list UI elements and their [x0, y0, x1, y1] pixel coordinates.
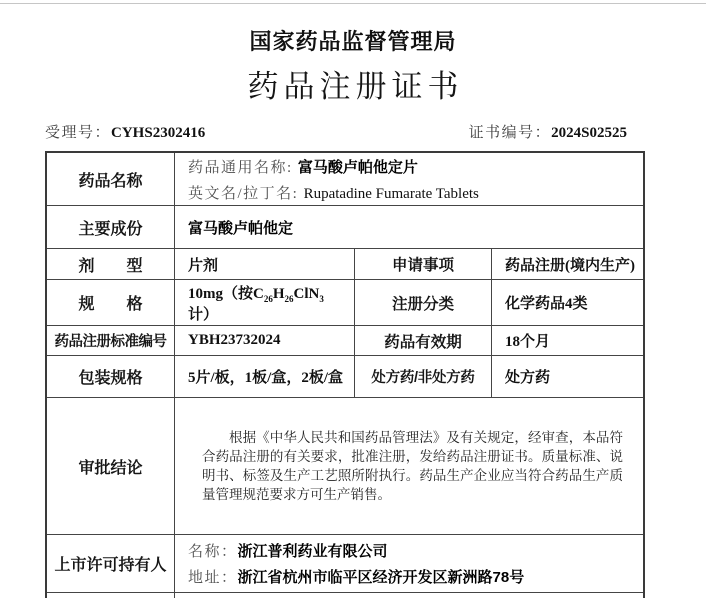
- packaging-text: 5片/板，1板/盒，2板/盒: [188, 370, 344, 386]
- row-ingredients: [47, 206, 643, 249]
- row-holder: [47, 535, 643, 593]
- meta-row: [45, 121, 645, 142]
- row-drug-name: [47, 153, 643, 206]
- holder-cell: [175, 535, 643, 592]
- std-no-value: [175, 326, 355, 355]
- validity-value: [492, 326, 643, 355]
- validity-text: 18个月: [505, 334, 551, 350]
- row-packaging-rx: [47, 356, 643, 398]
- spec-text: 10mg（按$C_{26}H_{26}ClN_3$计）: [188, 285, 324, 323]
- application-value: [492, 249, 643, 279]
- partial-row-value-cell: [175, 593, 643, 598]
- rx-label: 处方药/非处方药: [355, 356, 492, 397]
- drug-name-label: 药品名称: [47, 153, 175, 205]
- dosage-form-value: [175, 249, 355, 279]
- rx-text: 处方药: [505, 370, 551, 386]
- acceptance-number: [45, 121, 205, 142]
- conclusion-paragraph: 根据《中华人民共和国药品管理法》及有关规定，经审查，本品符合药品注册的有关要求，批准注册，发给药品注册证书。质量标准、说明书、标签及生产工艺照所附执行。药品生产企业应当符合药品生产质量管理规范要求方可生产销售。: [202, 430, 623, 502]
- ingredients-value: [175, 206, 643, 248]
- english-name-line: [188, 182, 479, 203]
- top-divider-line: [0, 3, 706, 4]
- holder-addr-value: 浙江省杭州市临平区经济开发区新洲路78号: [237, 569, 525, 586]
- generic-name-value: 富马酸卢帕他定片: [297, 158, 418, 176]
- conclusion-cell: [175, 398, 643, 534]
- holder-name-line: [188, 540, 388, 561]
- holder-name-value: 浙江普利药业有限公司: [237, 543, 388, 560]
- holder-label: 上市许可持有人: [47, 535, 175, 592]
- holder-addr-label: 地址：: [188, 570, 238, 586]
- conclusion-label: 审批结论: [47, 398, 175, 534]
- reg-class-label: 注册分类: [355, 280, 492, 325]
- english-name-label: 英文名/拉丁名:: [188, 185, 304, 202]
- std-no-text: YBH23732024: [188, 332, 281, 348]
- certificate-number: [469, 121, 645, 142]
- dosage-form-label: 剂 型: [47, 249, 175, 279]
- row-spec-regclass: [47, 280, 643, 326]
- acceptance-label: 受理号：: [45, 125, 112, 141]
- english-name-value: Rupatadine Fumarate Tablets: [303, 185, 479, 202]
- acceptance-value: CYHS2302416: [111, 125, 206, 141]
- ingredients-label: 主要成份: [47, 206, 175, 248]
- drug-name-cell: [175, 153, 643, 205]
- generic-name-label: 药品通用名称:: [188, 159, 298, 176]
- spec-label: 规 格: [47, 280, 175, 325]
- certificate-table: [45, 151, 645, 598]
- validity-label: 药品有效期: [355, 326, 492, 355]
- std-no-label: 药品注册标准编号: [47, 326, 175, 355]
- spec-value: [175, 280, 355, 325]
- certificate-value: 2024S02525: [551, 125, 627, 141]
- holder-name-label: 名称：: [188, 544, 238, 560]
- row-conclusion: [47, 398, 643, 535]
- generic-name-line: [188, 156, 418, 177]
- packaging-value: [175, 356, 355, 397]
- packaging-label: 包装规格: [47, 356, 175, 397]
- reg-class-text: 化学药品4类: [505, 296, 588, 312]
- document-title: 药品注册证书: [247, 69, 464, 104]
- rx-value: [492, 356, 643, 397]
- agency-name: 国家药品监督管理局: [249, 29, 457, 54]
- row-partial-cutoff: [47, 593, 643, 598]
- certificate-label: 证书编号：: [468, 125, 552, 141]
- reg-class-value: [492, 280, 643, 325]
- application-text: 药品注册(境内生产): [505, 257, 635, 274]
- holder-addr-line: [188, 566, 524, 587]
- ingredients-text: 富马酸卢帕他定: [188, 219, 294, 237]
- row-dosage-application: [47, 249, 643, 280]
- dosage-form-text: 片剂: [188, 257, 219, 274]
- row-stdno-validity: [47, 326, 643, 356]
- partial-row-label-cell: [47, 593, 175, 598]
- application-label: 申请事项: [355, 249, 492, 279]
